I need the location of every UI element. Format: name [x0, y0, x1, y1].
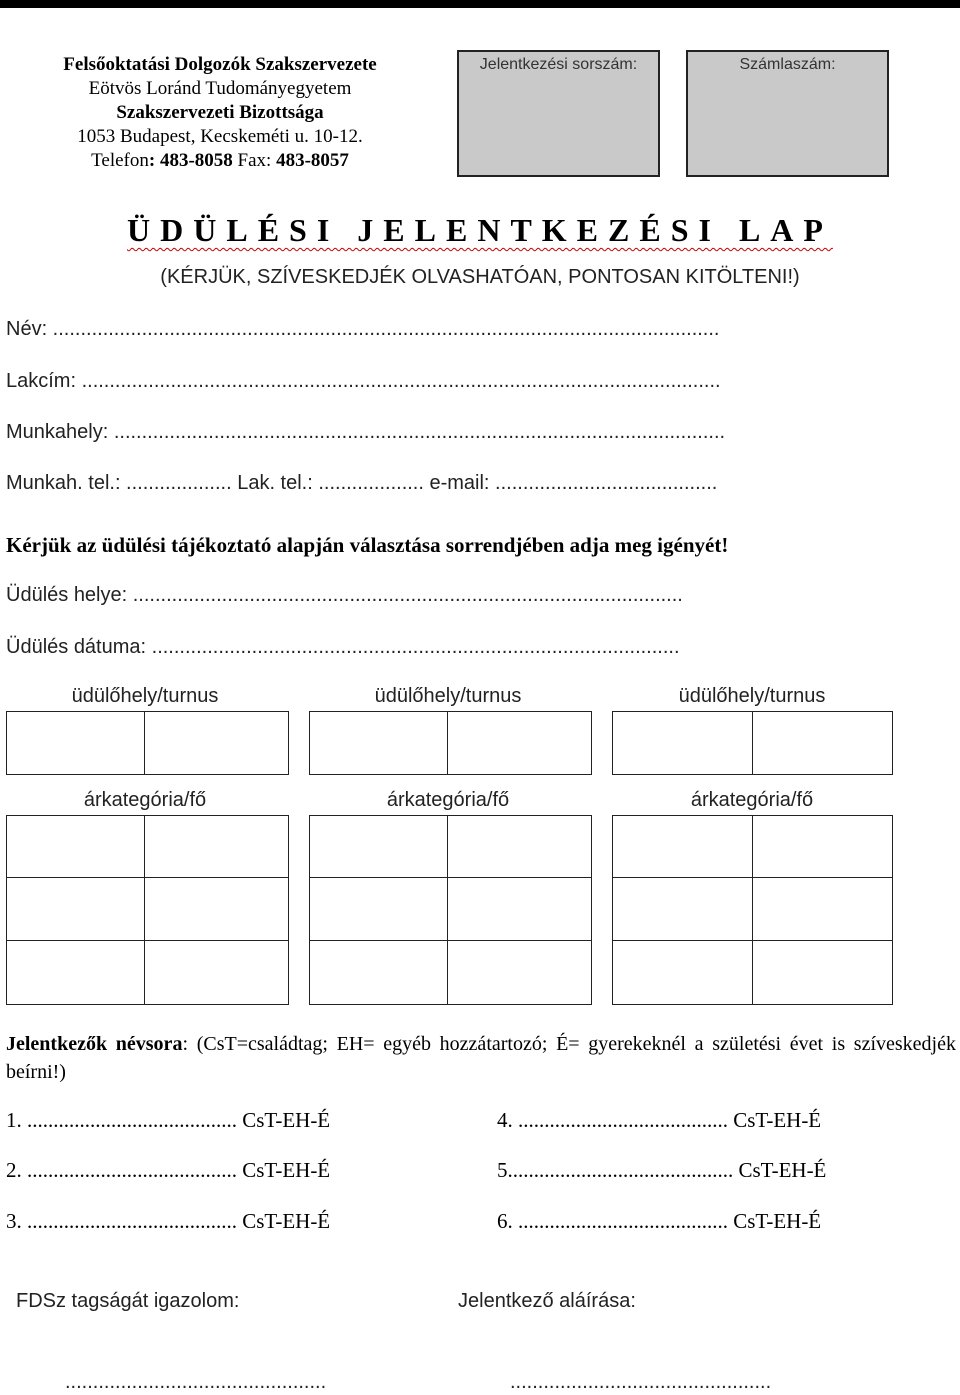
price-category-cell[interactable] — [612, 815, 754, 879]
applicants-list-note: : (CsT=családtag; EH= egyéb hozzátartozó; É= gyerekeknél a születési évet is szíveskedjék beírni!) — [6, 1033, 956, 1083]
phone-label: Telefon — [91, 150, 149, 171]
price-per-person-cell[interactable] — [144, 940, 289, 1005]
resort-cell[interactable] — [309, 711, 449, 775]
turnus-cell[interactable] — [144, 711, 289, 775]
column-header-resort-2: üdülőhely/turnus — [374, 685, 522, 707]
applicant-line[interactable]: 2. ........................................ CsT-EH-É — [6, 1158, 331, 1182]
form-subtitle: (KÉRJÜK, SZÍVESKEDJÉK OLVASHATÓAN, PONTOSAN KITÖLTENI!) — [160, 266, 800, 288]
price-per-person-cell[interactable] — [447, 877, 592, 942]
applicant-signature-label: Jelentkező aláírása: — [458, 1290, 636, 1312]
turnus-cell[interactable] — [447, 711, 592, 775]
applicant-line[interactable]: 4. ........................................ CsT-EH-É — [497, 1108, 822, 1132]
contact-fields[interactable]: Munkah. tel.: ................... Lak. tel.: ................... e-mail: ........................................ — [6, 472, 718, 494]
price-category-cell[interactable] — [6, 877, 146, 942]
membership-certification-label: FDSz tagságát igazolom: — [16, 1290, 240, 1312]
instruction-text: Kérjük az üdülési tájékoztató alapján választása sorrendjében adja meg igényét! — [6, 533, 729, 557]
applicant-line[interactable]: 5........................................... CsT-EH-É — [497, 1158, 827, 1182]
applicant-line[interactable]: 3. ........................................ CsT-EH-É — [6, 1209, 331, 1233]
fax-label: Fax: — [232, 150, 277, 171]
committee-name: Szakszervezeti Bizottsága — [116, 102, 324, 123]
column-header-resort-3: üdülőhely/turnus — [678, 685, 826, 707]
applicant-signature-line[interactable]: ............................................... — [510, 1371, 772, 1393]
fax-value: 483-8057 — [276, 150, 349, 171]
workplace-field[interactable]: Munkahely: .............................................................................................................. — [6, 421, 726, 443]
price-per-person-cell[interactable] — [447, 940, 592, 1005]
price-category-cell[interactable] — [612, 877, 754, 942]
applicants-list-label: Jelentkezők névsora — [6, 1033, 183, 1055]
organization-header — [10, 53, 430, 173]
top-border-bar — [0, 0, 960, 8]
invoice-number-label: Számlaszám: — [739, 56, 836, 73]
org-name: Felsőoktatási Dolgozók Szakszervezete — [63, 54, 377, 75]
price-category-cell[interactable] — [6, 940, 146, 1005]
contact-line — [10, 149, 430, 173]
price-category-cell[interactable] — [612, 940, 754, 1005]
certification-signature-line[interactable]: ............................................... — [65, 1371, 327, 1393]
price-per-person-cell[interactable] — [752, 815, 893, 879]
column-header-price-2: árkategória/fő — [386, 789, 510, 811]
price-per-person-cell[interactable] — [447, 815, 592, 879]
price-category-cell[interactable] — [309, 815, 449, 879]
resort-cell[interactable] — [612, 711, 754, 775]
name-field[interactable]: Név: ........................................................................................................................ — [6, 318, 720, 340]
holiday-date-field[interactable]: Üdülés dátuma: ............................................................................................... — [6, 636, 680, 658]
column-header-price-1: árkategória/fő — [83, 789, 207, 811]
price-per-person-cell[interactable] — [144, 815, 289, 879]
turnus-cell[interactable] — [752, 711, 893, 775]
application-number-label: Jelentkezési sorszám: — [479, 56, 638, 73]
price-category-cell[interactable] — [6, 815, 146, 879]
invoice-number-box[interactable] — [686, 50, 889, 177]
application-number-box[interactable] — [457, 50, 660, 177]
column-header-price-3: árkategória/fő — [690, 789, 814, 811]
applicants-list-intro — [6, 1030, 956, 1086]
applicant-line[interactable]: 1. ........................................ CsT-EH-É — [6, 1108, 331, 1132]
holiday-location-field[interactable]: Üdülés helye: ................................................................................................... — [6, 584, 683, 606]
phone-value: : 483-8058 — [148, 150, 233, 171]
address: 1053 Budapest, Kecskeméti u. 10-12. — [77, 126, 363, 147]
address-field[interactable]: Lakcím: ................................................................................................................... — [6, 370, 721, 392]
price-category-cell[interactable] — [309, 940, 449, 1005]
column-header-resort-1: üdülőhely/turnus — [71, 685, 219, 707]
price-per-person-cell[interactable] — [144, 877, 289, 942]
price-category-cell[interactable] — [309, 877, 449, 942]
university-name: Eötvös Loránd Tudományegyetem — [88, 78, 352, 99]
form-title: ÜDÜLÉSI JELENTKEZÉSI LAP — [127, 212, 833, 248]
applicant-line[interactable]: 6. ........................................ CsT-EH-É — [497, 1209, 822, 1233]
price-per-person-cell[interactable] — [752, 940, 893, 1005]
price-per-person-cell[interactable] — [752, 877, 893, 942]
resort-cell[interactable] — [6, 711, 146, 775]
